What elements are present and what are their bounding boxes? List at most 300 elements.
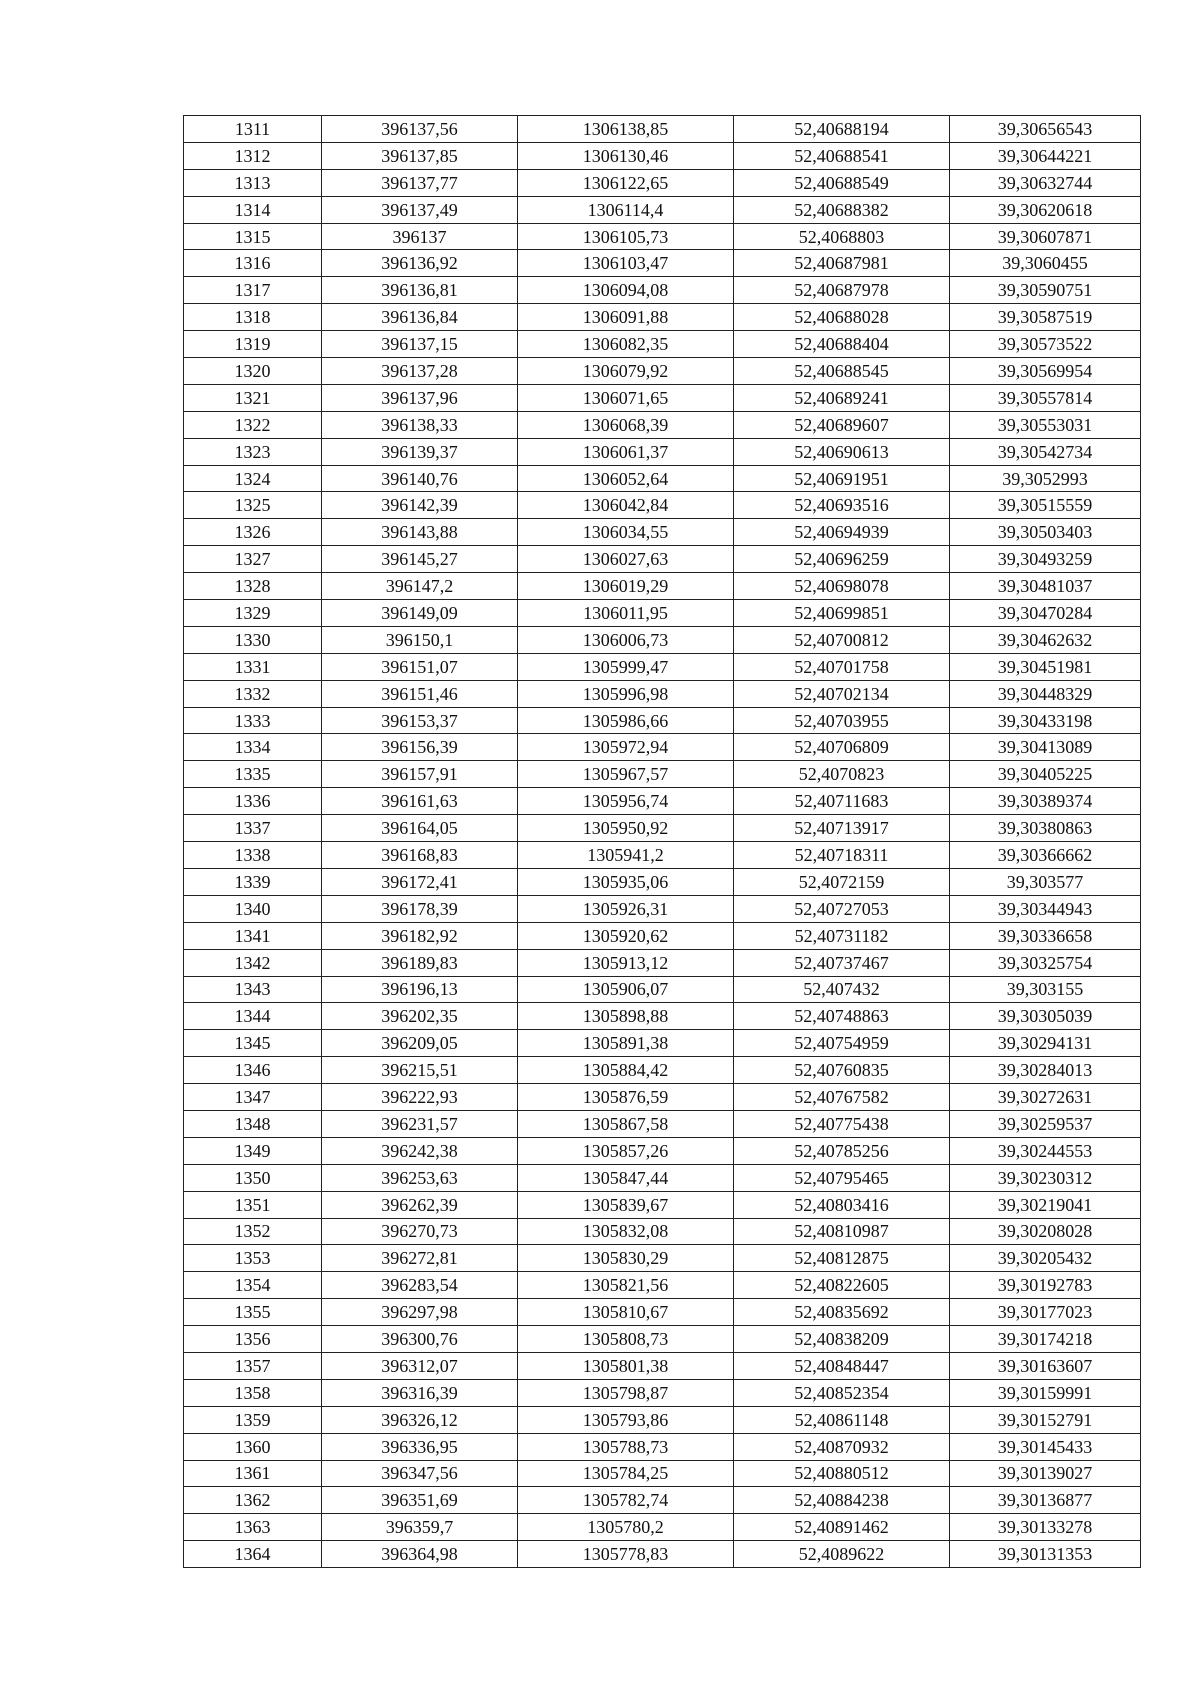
latitude-cell: 52,40838209 [734, 1326, 950, 1353]
latitude-cell: 52,40812875 [734, 1245, 950, 1272]
point-number-cell: 1361 [184, 1460, 322, 1487]
y-coordinate-cell: 1306138,85 [518, 116, 734, 143]
x-coordinate-cell: 396151,07 [322, 653, 518, 680]
point-number-cell: 1357 [184, 1352, 322, 1379]
latitude-cell: 52,40760835 [734, 1057, 950, 1084]
latitude-cell: 52,40848447 [734, 1352, 950, 1379]
y-coordinate-cell: 1305782,74 [518, 1487, 734, 1514]
y-coordinate-cell: 1305778,83 [518, 1541, 734, 1568]
latitude-cell: 52,40688028 [734, 304, 950, 331]
y-coordinate-cell: 1306130,46 [518, 142, 734, 169]
table-row [184, 1541, 1141, 1568]
longitude-cell: 39,30163607 [950, 1352, 1141, 1379]
y-coordinate-cell: 1305793,86 [518, 1406, 734, 1433]
table-row [184, 707, 1141, 734]
y-coordinate-cell: 1305830,29 [518, 1245, 734, 1272]
coordinates-table [183, 115, 1141, 1568]
x-coordinate-cell: 396196,13 [322, 976, 518, 1003]
y-coordinate-cell: 1305935,06 [518, 868, 734, 895]
y-coordinate-cell: 1305906,07 [518, 976, 734, 1003]
table-row [184, 653, 1141, 680]
coordinates-table-body [184, 116, 1141, 1568]
longitude-cell: 39,30451981 [950, 653, 1141, 680]
table-row [184, 1191, 1141, 1218]
latitude-cell: 52,40691951 [734, 465, 950, 492]
table-row [184, 546, 1141, 573]
y-coordinate-cell: 1306027,63 [518, 546, 734, 573]
x-coordinate-cell: 396137,85 [322, 142, 518, 169]
table-row [184, 949, 1141, 976]
table-row [184, 492, 1141, 519]
x-coordinate-cell: 396182,92 [322, 922, 518, 949]
point-number-cell: 1359 [184, 1406, 322, 1433]
table-row [184, 1487, 1141, 1514]
table-row [184, 1110, 1141, 1137]
point-number-cell: 1312 [184, 142, 322, 169]
x-coordinate-cell: 396189,83 [322, 949, 518, 976]
table-row [184, 1406, 1141, 1433]
y-coordinate-cell: 1306011,95 [518, 600, 734, 627]
table-row [184, 358, 1141, 385]
point-number-cell: 1328 [184, 573, 322, 600]
point-number-cell: 1316 [184, 250, 322, 277]
latitude-cell: 52,40689241 [734, 384, 950, 411]
table-row [184, 1514, 1141, 1541]
x-coordinate-cell: 396178,39 [322, 895, 518, 922]
longitude-cell: 39,3052993 [950, 465, 1141, 492]
longitude-cell: 39,30590751 [950, 277, 1141, 304]
point-number-cell: 1354 [184, 1272, 322, 1299]
longitude-cell: 39,30230312 [950, 1164, 1141, 1191]
point-number-cell: 1321 [184, 384, 322, 411]
longitude-cell: 39,30136877 [950, 1487, 1141, 1514]
point-number-cell: 1339 [184, 868, 322, 895]
x-coordinate-cell: 396140,76 [322, 465, 518, 492]
point-number-cell: 1340 [184, 895, 322, 922]
y-coordinate-cell: 1305967,57 [518, 761, 734, 788]
table-row [184, 842, 1141, 869]
latitude-cell: 52,40861148 [734, 1406, 950, 1433]
x-coordinate-cell: 396137,56 [322, 116, 518, 143]
point-number-cell: 1333 [184, 707, 322, 734]
latitude-cell: 52,40803416 [734, 1191, 950, 1218]
y-coordinate-cell: 1306103,47 [518, 250, 734, 277]
latitude-cell: 52,40696259 [734, 546, 950, 573]
y-coordinate-cell: 1306006,73 [518, 626, 734, 653]
latitude-cell: 52,40775438 [734, 1110, 950, 1137]
y-coordinate-cell: 1305798,87 [518, 1379, 734, 1406]
point-number-cell: 1317 [184, 277, 322, 304]
latitude-cell: 52,40727053 [734, 895, 950, 922]
longitude-cell: 39,30219041 [950, 1191, 1141, 1218]
latitude-cell: 52,40698078 [734, 573, 950, 600]
table-row [184, 1030, 1141, 1057]
longitude-cell: 39,30177023 [950, 1299, 1141, 1326]
x-coordinate-cell: 396136,92 [322, 250, 518, 277]
longitude-cell: 39,30493259 [950, 546, 1141, 573]
longitude-cell: 39,30389374 [950, 788, 1141, 815]
longitude-cell: 39,30380863 [950, 815, 1141, 842]
latitude-cell: 52,40689607 [734, 411, 950, 438]
longitude-cell: 39,30573522 [950, 331, 1141, 358]
y-coordinate-cell: 1306052,64 [518, 465, 734, 492]
latitude-cell: 52,40810987 [734, 1218, 950, 1245]
latitude-cell: 52,40694939 [734, 519, 950, 546]
x-coordinate-cell: 396262,39 [322, 1191, 518, 1218]
longitude-cell: 39,30470284 [950, 600, 1141, 627]
latitude-cell: 52,4072159 [734, 868, 950, 895]
latitude-cell: 52,40754959 [734, 1030, 950, 1057]
table-row [184, 1433, 1141, 1460]
x-coordinate-cell: 396137 [322, 223, 518, 250]
longitude-cell: 39,30448329 [950, 680, 1141, 707]
table-row [184, 1084, 1141, 1111]
latitude-cell: 52,40852354 [734, 1379, 950, 1406]
latitude-cell: 52,40713917 [734, 815, 950, 842]
table-row [184, 815, 1141, 842]
table-row [184, 142, 1141, 169]
point-number-cell: 1360 [184, 1433, 322, 1460]
latitude-cell: 52,40702134 [734, 680, 950, 707]
latitude-cell: 52,40891462 [734, 1514, 950, 1541]
point-number-cell: 1364 [184, 1541, 322, 1568]
latitude-cell: 52,40785256 [734, 1137, 950, 1164]
x-coordinate-cell: 396153,37 [322, 707, 518, 734]
point-number-cell: 1314 [184, 196, 322, 223]
x-coordinate-cell: 396137,96 [322, 384, 518, 411]
table-row [184, 250, 1141, 277]
latitude-cell: 52,40688549 [734, 169, 950, 196]
point-number-cell: 1350 [184, 1164, 322, 1191]
table-row [184, 116, 1141, 143]
table-row [184, 734, 1141, 761]
latitude-cell: 52,40748863 [734, 1003, 950, 1030]
y-coordinate-cell: 1305986,66 [518, 707, 734, 734]
x-coordinate-cell: 396161,63 [322, 788, 518, 815]
x-coordinate-cell: 396242,38 [322, 1137, 518, 1164]
latitude-cell: 52,4089622 [734, 1541, 950, 1568]
longitude-cell: 39,30557814 [950, 384, 1141, 411]
longitude-cell: 39,30569954 [950, 358, 1141, 385]
table-row [184, 600, 1141, 627]
table-row [184, 922, 1141, 949]
point-number-cell: 1342 [184, 949, 322, 976]
x-coordinate-cell: 396164,05 [322, 815, 518, 842]
longitude-cell: 39,30174218 [950, 1326, 1141, 1353]
latitude-cell: 52,40703955 [734, 707, 950, 734]
point-number-cell: 1315 [184, 223, 322, 250]
x-coordinate-cell: 396272,81 [322, 1245, 518, 1272]
longitude-cell: 39,3060455 [950, 250, 1141, 277]
x-coordinate-cell: 396138,33 [322, 411, 518, 438]
latitude-cell: 52,40699851 [734, 600, 950, 627]
table-row [184, 680, 1141, 707]
y-coordinate-cell: 1306034,55 [518, 519, 734, 546]
point-number-cell: 1363 [184, 1514, 322, 1541]
x-coordinate-cell: 396151,46 [322, 680, 518, 707]
longitude-cell: 39,30433198 [950, 707, 1141, 734]
table-row [184, 1218, 1141, 1245]
point-number-cell: 1338 [184, 842, 322, 869]
point-number-cell: 1334 [184, 734, 322, 761]
longitude-cell: 39,30139027 [950, 1460, 1141, 1487]
x-coordinate-cell: 396297,98 [322, 1299, 518, 1326]
table-row [184, 1299, 1141, 1326]
y-coordinate-cell: 1305808,73 [518, 1326, 734, 1353]
y-coordinate-cell: 1306122,65 [518, 169, 734, 196]
longitude-cell: 39,30503403 [950, 519, 1141, 546]
table-row [184, 1326, 1141, 1353]
latitude-cell: 52,4068803 [734, 223, 950, 250]
table-row [184, 223, 1141, 250]
x-coordinate-cell: 396137,49 [322, 196, 518, 223]
y-coordinate-cell: 1305821,56 [518, 1272, 734, 1299]
point-number-cell: 1322 [184, 411, 322, 438]
y-coordinate-cell: 1305810,67 [518, 1299, 734, 1326]
latitude-cell: 52,407432 [734, 976, 950, 1003]
latitude-cell: 52,40690613 [734, 438, 950, 465]
x-coordinate-cell: 396270,73 [322, 1218, 518, 1245]
table-row [184, 384, 1141, 411]
point-number-cell: 1341 [184, 922, 322, 949]
longitude-cell: 39,30405225 [950, 761, 1141, 788]
point-number-cell: 1348 [184, 1110, 322, 1137]
table-row [184, 976, 1141, 1003]
point-number-cell: 1353 [184, 1245, 322, 1272]
latitude-cell: 52,40870932 [734, 1433, 950, 1460]
table-row [184, 1272, 1141, 1299]
longitude-cell: 39,30656543 [950, 116, 1141, 143]
y-coordinate-cell: 1305780,2 [518, 1514, 734, 1541]
x-coordinate-cell: 396347,56 [322, 1460, 518, 1487]
longitude-cell: 39,30644221 [950, 142, 1141, 169]
latitude-cell: 52,40693516 [734, 492, 950, 519]
x-coordinate-cell: 396168,83 [322, 842, 518, 869]
y-coordinate-cell: 1305876,59 [518, 1084, 734, 1111]
latitude-cell: 52,40688545 [734, 358, 950, 385]
point-number-cell: 1332 [184, 680, 322, 707]
point-number-cell: 1326 [184, 519, 322, 546]
y-coordinate-cell: 1305950,92 [518, 815, 734, 842]
x-coordinate-cell: 396283,54 [322, 1272, 518, 1299]
latitude-cell: 52,40822605 [734, 1272, 950, 1299]
y-coordinate-cell: 1306105,73 [518, 223, 734, 250]
table-row [184, 626, 1141, 653]
x-coordinate-cell: 396351,69 [322, 1487, 518, 1514]
point-number-cell: 1347 [184, 1084, 322, 1111]
longitude-cell: 39,30208028 [950, 1218, 1141, 1245]
longitude-cell: 39,30553031 [950, 411, 1141, 438]
longitude-cell: 39,30159991 [950, 1379, 1141, 1406]
y-coordinate-cell: 1305920,62 [518, 922, 734, 949]
x-coordinate-cell: 396139,37 [322, 438, 518, 465]
latitude-cell: 52,40835692 [734, 1299, 950, 1326]
latitude-cell: 52,40795465 [734, 1164, 950, 1191]
longitude-cell: 39,30192783 [950, 1272, 1141, 1299]
latitude-cell: 52,40884238 [734, 1487, 950, 1514]
x-coordinate-cell: 396157,91 [322, 761, 518, 788]
y-coordinate-cell: 1305884,42 [518, 1057, 734, 1084]
point-number-cell: 1327 [184, 546, 322, 573]
table-row [184, 1379, 1141, 1406]
y-coordinate-cell: 1306079,92 [518, 358, 734, 385]
table-row [184, 1352, 1141, 1379]
longitude-cell: 39,30133278 [950, 1514, 1141, 1541]
x-coordinate-cell: 396312,07 [322, 1352, 518, 1379]
table-row [184, 868, 1141, 895]
point-number-cell: 1343 [184, 976, 322, 1003]
latitude-cell: 52,40688382 [734, 196, 950, 223]
longitude-cell: 39,30336658 [950, 922, 1141, 949]
x-coordinate-cell: 396231,57 [322, 1110, 518, 1137]
longitude-cell: 39,303577 [950, 868, 1141, 895]
x-coordinate-cell: 396137,15 [322, 331, 518, 358]
table-row [184, 1003, 1141, 1030]
longitude-cell: 39,30145433 [950, 1433, 1141, 1460]
y-coordinate-cell: 1305926,31 [518, 895, 734, 922]
table-row [184, 519, 1141, 546]
x-coordinate-cell: 396253,63 [322, 1164, 518, 1191]
table-row [184, 196, 1141, 223]
y-coordinate-cell: 1306061,37 [518, 438, 734, 465]
longitude-cell: 39,30131353 [950, 1541, 1141, 1568]
point-number-cell: 1355 [184, 1299, 322, 1326]
x-coordinate-cell: 396364,98 [322, 1541, 518, 1568]
latitude-cell: 52,40731182 [734, 922, 950, 949]
latitude-cell: 52,40737467 [734, 949, 950, 976]
x-coordinate-cell: 396222,93 [322, 1084, 518, 1111]
y-coordinate-cell: 1305839,67 [518, 1191, 734, 1218]
point-number-cell: 1325 [184, 492, 322, 519]
x-coordinate-cell: 396150,1 [322, 626, 518, 653]
table-row [184, 411, 1141, 438]
point-number-cell: 1349 [184, 1137, 322, 1164]
longitude-cell: 39,30587519 [950, 304, 1141, 331]
point-number-cell: 1318 [184, 304, 322, 331]
x-coordinate-cell: 396359,7 [322, 1514, 518, 1541]
x-coordinate-cell: 396209,05 [322, 1030, 518, 1057]
y-coordinate-cell: 1305956,74 [518, 788, 734, 815]
latitude-cell: 52,40688541 [734, 142, 950, 169]
latitude-cell: 52,40687978 [734, 277, 950, 304]
longitude-cell: 39,30305039 [950, 1003, 1141, 1030]
x-coordinate-cell: 396147,2 [322, 573, 518, 600]
table-row [184, 438, 1141, 465]
table-row [184, 573, 1141, 600]
latitude-cell: 52,40700812 [734, 626, 950, 653]
longitude-cell: 39,30244553 [950, 1137, 1141, 1164]
latitude-cell: 52,40767582 [734, 1084, 950, 1111]
point-number-cell: 1330 [184, 626, 322, 653]
point-number-cell: 1346 [184, 1057, 322, 1084]
point-number-cell: 1323 [184, 438, 322, 465]
table-row [184, 1460, 1141, 1487]
latitude-cell: 52,40718311 [734, 842, 950, 869]
x-coordinate-cell: 396137,77 [322, 169, 518, 196]
x-coordinate-cell: 396316,39 [322, 1379, 518, 1406]
longitude-cell: 39,30481037 [950, 573, 1141, 600]
longitude-cell: 39,30542734 [950, 438, 1141, 465]
y-coordinate-cell: 1306019,29 [518, 573, 734, 600]
table-row [184, 761, 1141, 788]
point-number-cell: 1337 [184, 815, 322, 842]
table-row [184, 1057, 1141, 1084]
table-row [184, 169, 1141, 196]
y-coordinate-cell: 1306071,65 [518, 384, 734, 411]
x-coordinate-cell: 396156,39 [322, 734, 518, 761]
table-row [184, 331, 1141, 358]
longitude-cell: 39,30272631 [950, 1084, 1141, 1111]
y-coordinate-cell: 1305788,73 [518, 1433, 734, 1460]
y-coordinate-cell: 1305847,44 [518, 1164, 734, 1191]
y-coordinate-cell: 1306091,88 [518, 304, 734, 331]
y-coordinate-cell: 1306114,4 [518, 196, 734, 223]
point-number-cell: 1313 [184, 169, 322, 196]
x-coordinate-cell: 396136,84 [322, 304, 518, 331]
latitude-cell: 52,40701758 [734, 653, 950, 680]
point-number-cell: 1358 [184, 1379, 322, 1406]
point-number-cell: 1311 [184, 116, 322, 143]
longitude-cell: 39,30620618 [950, 196, 1141, 223]
point-number-cell: 1362 [184, 1487, 322, 1514]
latitude-cell: 52,4070823 [734, 761, 950, 788]
longitude-cell: 39,30205432 [950, 1245, 1141, 1272]
y-coordinate-cell: 1305898,88 [518, 1003, 734, 1030]
latitude-cell: 52,40711683 [734, 788, 950, 815]
y-coordinate-cell: 1305941,2 [518, 842, 734, 869]
longitude-cell: 39,30284013 [950, 1057, 1141, 1084]
table-row [184, 1164, 1141, 1191]
point-number-cell: 1344 [184, 1003, 322, 1030]
point-number-cell: 1324 [184, 465, 322, 492]
y-coordinate-cell: 1305857,26 [518, 1137, 734, 1164]
point-number-cell: 1320 [184, 358, 322, 385]
longitude-cell: 39,30462632 [950, 626, 1141, 653]
y-coordinate-cell: 1306094,08 [518, 277, 734, 304]
table-row [184, 277, 1141, 304]
table-row [184, 304, 1141, 331]
table-row [184, 465, 1141, 492]
table-row [184, 1245, 1141, 1272]
longitude-cell: 39,303155 [950, 976, 1141, 1003]
point-number-cell: 1319 [184, 331, 322, 358]
longitude-cell: 39,30344943 [950, 895, 1141, 922]
point-number-cell: 1351 [184, 1191, 322, 1218]
longitude-cell: 39,30632744 [950, 169, 1141, 196]
x-coordinate-cell: 396143,88 [322, 519, 518, 546]
longitude-cell: 39,30515559 [950, 492, 1141, 519]
latitude-cell: 52,40688404 [734, 331, 950, 358]
point-number-cell: 1336 [184, 788, 322, 815]
y-coordinate-cell: 1305972,94 [518, 734, 734, 761]
longitude-cell: 39,30152791 [950, 1406, 1141, 1433]
y-coordinate-cell: 1305999,47 [518, 653, 734, 680]
longitude-cell: 39,30413089 [950, 734, 1141, 761]
y-coordinate-cell: 1305784,25 [518, 1460, 734, 1487]
longitude-cell: 39,30294131 [950, 1030, 1141, 1057]
point-number-cell: 1356 [184, 1326, 322, 1353]
x-coordinate-cell: 396215,51 [322, 1057, 518, 1084]
latitude-cell: 52,40688194 [734, 116, 950, 143]
x-coordinate-cell: 396149,09 [322, 600, 518, 627]
y-coordinate-cell: 1306082,35 [518, 331, 734, 358]
longitude-cell: 39,30366662 [950, 842, 1141, 869]
x-coordinate-cell: 396336,95 [322, 1433, 518, 1460]
latitude-cell: 52,40880512 [734, 1460, 950, 1487]
y-coordinate-cell: 1305832,08 [518, 1218, 734, 1245]
longitude-cell: 39,30259537 [950, 1110, 1141, 1137]
longitude-cell: 39,30325754 [950, 949, 1141, 976]
